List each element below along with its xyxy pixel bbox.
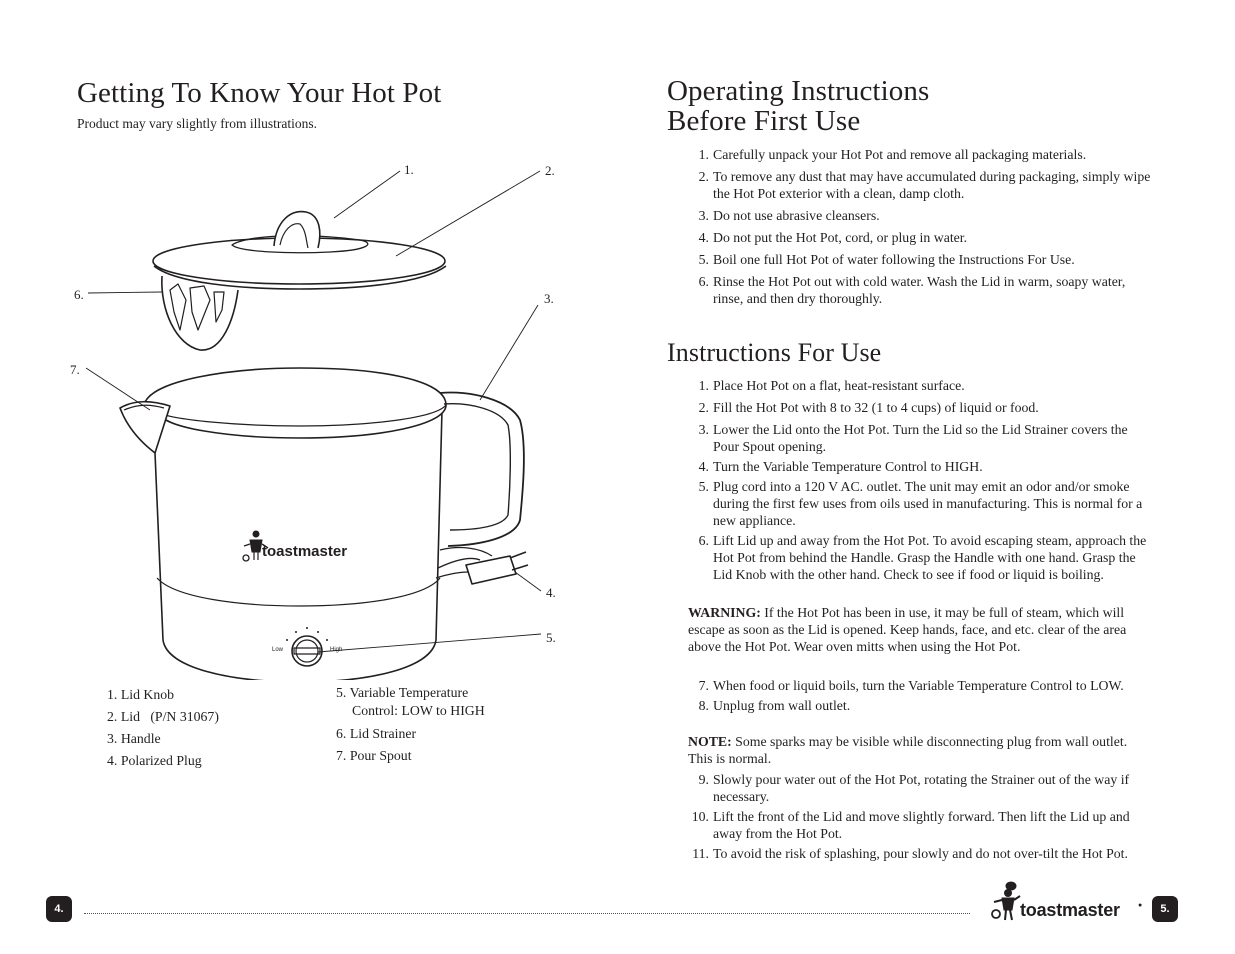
list-item: 2. To remove any dust that may have accumulated during packaging, simply wipe the Hot Pot exterior with a clean, damp cloth. xyxy=(698,169,1151,201)
list-item: 1. Carefully unpack your Hot Pot and remove all packaging materials. xyxy=(698,147,1087,162)
list-item: 3. Lower the Lid onto the Hot Pot. Turn the Lid so the Lid Strainer covers the Pour Spout opening. xyxy=(698,422,1128,454)
list-item: 1. Place Hot Pot on a flat, heat-resistant surface. xyxy=(698,378,965,393)
hot-pot-illustration xyxy=(60,150,570,680)
list-item: 4. Do not put the Hot Pot, cord, or plug in water. xyxy=(698,230,968,245)
callout-1: 1. xyxy=(404,162,414,177)
list-item: 11. To avoid the risk of splashing, pour slowly and do not over-tilt the Hot Pot. xyxy=(692,846,1128,861)
part-item-3: 3. Handle xyxy=(107,731,161,746)
dial-high-label: High xyxy=(330,647,343,653)
list-item: 5. Plug cord into a 120 V AC. outlet. The unit may emit an odor and/or smoke during the first few uses from oils used in manufacturing. This is normal for a new appliance. xyxy=(698,479,1143,528)
parts-list-col2 xyxy=(336,684,485,767)
instructions-list-a xyxy=(689,377,1151,583)
part-item-6: 6. Lid Strainer xyxy=(336,726,417,741)
callout-5: 5. xyxy=(546,630,556,645)
note-paragraph: NOTE: Some sparks may be visible while disconnecting plug from wall outlet. This is normal. xyxy=(688,734,1128,766)
list-item: 6. Lift Lid up and away from the Hot Pot. To avoid escaping steam, approach the Hot Pot from behind the Handle. Grasp the Handle with one hand. Grasp the Lid Knob with the other hand. Check to see if food or liquid is boiling. xyxy=(698,533,1147,582)
before-first-use-list xyxy=(689,146,1151,307)
pour-spout-shape xyxy=(120,402,170,453)
chef-mascot-icon xyxy=(990,880,1022,924)
note-label: NOTE: xyxy=(688,734,732,749)
page-title-right: Operating Instructions Before First Use xyxy=(667,75,930,137)
parts-list-col1 xyxy=(107,684,219,772)
section-title-instructions: Instructions For Use xyxy=(667,338,882,367)
part-item-5: 5. Variable Temperature Control: LOW to HIGH xyxy=(336,685,485,718)
dial-low-label: Low xyxy=(272,647,284,653)
polarized-plug-shape xyxy=(466,556,516,584)
callout-2: 2. xyxy=(545,163,555,178)
page-title-left: Getting To Know Your Hot Pot xyxy=(77,77,442,109)
list-item: 6. Rinse the Hot Pot out with cold water. Wash the Lid in warm, soapy water, rinse, and then dry thoroughly. xyxy=(698,274,1126,306)
list-item: 5. Boil one full Hot Pot of water following the Instructions For Use. xyxy=(698,252,1075,267)
part-item-2: 2. Lid (P/N 31067) xyxy=(107,709,219,724)
list-item: 10. Lift the front of the Lid and move slightly forward. Then lift the Lid up and away from the Hot Pot. xyxy=(691,809,1130,841)
list-item: 9. Slowly pour water out of the Hot Pot, rotating the Strainer out of the way if necessary. xyxy=(698,772,1130,804)
illustration-disclaimer: Product may vary slightly from illustrations. xyxy=(77,116,317,131)
instructions-list-c xyxy=(689,771,1151,862)
warning-label: WARNING: xyxy=(688,605,761,620)
footer-brand-logo: toastmaster xyxy=(1020,900,1120,920)
list-item: 8. Unplug from wall outlet. xyxy=(698,698,851,713)
instructions-list-b xyxy=(689,677,1151,714)
list-item: 4. Turn the Variable Temperature Control to HIGH. xyxy=(698,459,983,474)
callout-3: 3. xyxy=(544,291,554,306)
list-item: 3. Do not use abrasive cleansers. xyxy=(698,208,880,223)
part-item-7: 7. Pour Spout xyxy=(336,748,412,763)
pot-brand-text: toastmaster xyxy=(262,543,348,560)
page-number-left: 4. xyxy=(46,896,72,922)
list-item: 7. When food or liquid boils, turn the Variable Temperature Control to LOW. xyxy=(698,678,1124,693)
callout-4: 4. xyxy=(546,585,556,600)
handle-shape xyxy=(440,392,524,546)
part-item-1: 1. Lid Knob xyxy=(107,687,175,702)
callout-7: 7. xyxy=(70,362,80,377)
part-item-4: 4. Polarized Plug xyxy=(107,753,202,768)
warning-paragraph: WARNING: If the Hot Pot has been in use, it may be full of steam, which will escape as soon as the Lid is opened. Keep hands, face, and etc. clear of the area above the Hot Pot. Wear oven mitts when using the Hot Pot. xyxy=(688,605,1127,654)
footer-divider xyxy=(84,913,970,914)
registered-mark-icon: ● xyxy=(1138,902,1143,909)
page-number-right: 5. xyxy=(1152,896,1178,922)
list-item: 2. Fill the Hot Pot with 8 to 32 (1 to 4 cups) of liquid or food. xyxy=(698,400,1039,415)
callout-6: 6. xyxy=(74,287,84,302)
